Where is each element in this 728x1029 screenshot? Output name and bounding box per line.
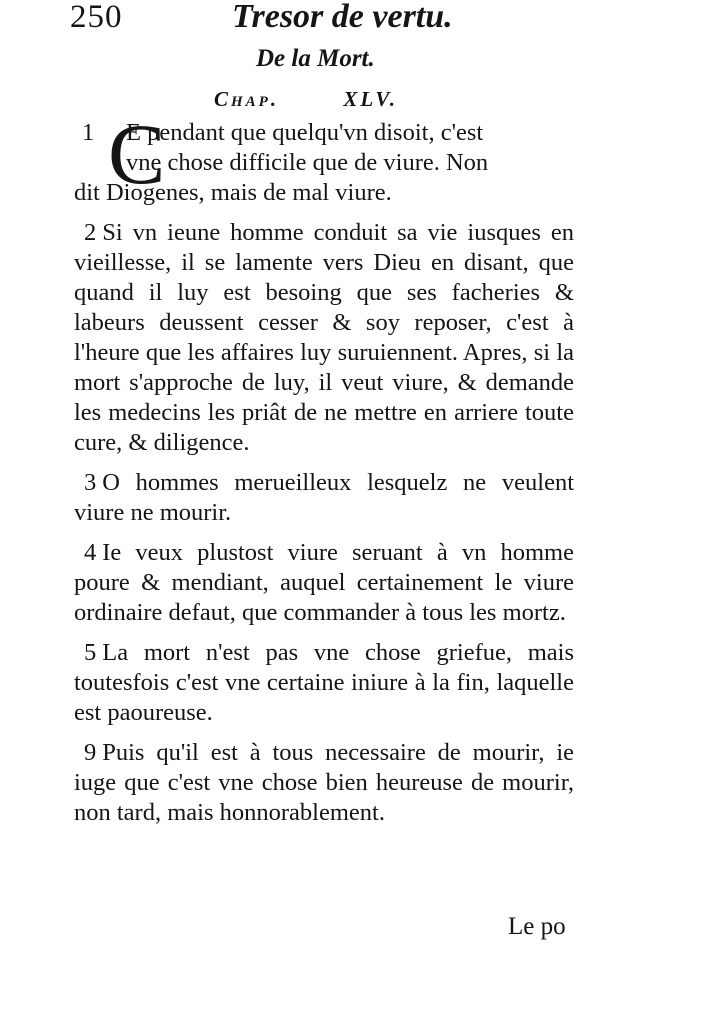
page-number: 250 — [70, 0, 123, 35]
catchword: Le po — [508, 913, 566, 940]
paragraph-text: O hommes merueilleux lesquelz ne veulent viure ne mourir. — [74, 469, 574, 526]
paragraph-text: La mort n'est pas vne chose griefue, mais toutesfois c'est vne certaine iniure à la fin, laquelle est paoureuse. — [74, 639, 574, 726]
paragraph-number: 5 — [84, 639, 97, 666]
running-title: Tresor de vertu. — [232, 0, 453, 35]
paragraph-text: Puis qu'il est à tous necessaire de mourir, ie iuge que c'est vne chose bien heureuse de mourir, non tard, mais honnorablement. — [74, 739, 574, 826]
paragraph-line: E pendant que quelqu'vn disoit, c'est — [126, 119, 484, 146]
paragraph-3 — [74, 468, 574, 528]
paragraph-5 — [74, 638, 574, 728]
chapter-heading — [214, 86, 454, 112]
paragraph-9 — [74, 738, 574, 828]
page-header — [70, 0, 570, 40]
paragraph-number: 1 — [82, 119, 95, 146]
paragraph-line: dit Diogenes, mais de mal viure. — [74, 179, 392, 206]
section-title: De la Mort. — [256, 45, 375, 72]
paragraph-1 — [74, 106, 574, 208]
chapter-number: XLV. — [343, 87, 398, 111]
paragraph-number: 9 — [84, 739, 97, 766]
drop-cap: C — [108, 106, 166, 202]
body-text — [74, 106, 574, 838]
paragraph-number: 3 — [84, 469, 97, 496]
paragraph-number: 2 — [84, 219, 97, 246]
paragraph-text: Si vn ieune homme conduit sa vie iusques en vieillesse, il se lamente vers Dieu en disant, que quand il luy est besoing que ses facheries & labeurs deussent cesser & soy reposer, c'est à l'heure que les affaires luy suruiennent. Apres, si la mort s'approche de luy, il veut viure, & demande les medecins les priât de ne mettre en arriere toute cure, & diligence. — [74, 219, 574, 456]
chapter-label: Chap. — [214, 87, 280, 111]
paragraph-4 — [74, 538, 574, 628]
paragraph-2 — [74, 218, 574, 458]
paragraph-line: vne chose difficile que de viure. Non — [126, 149, 489, 176]
paragraph-number: 4 — [84, 539, 97, 566]
paragraph-text: Ie veux plustost viure seruant à vn homme poure & mendiant, auquel certainement le viure ordinaire defaut, que commander à tous les mortz. — [74, 539, 574, 626]
